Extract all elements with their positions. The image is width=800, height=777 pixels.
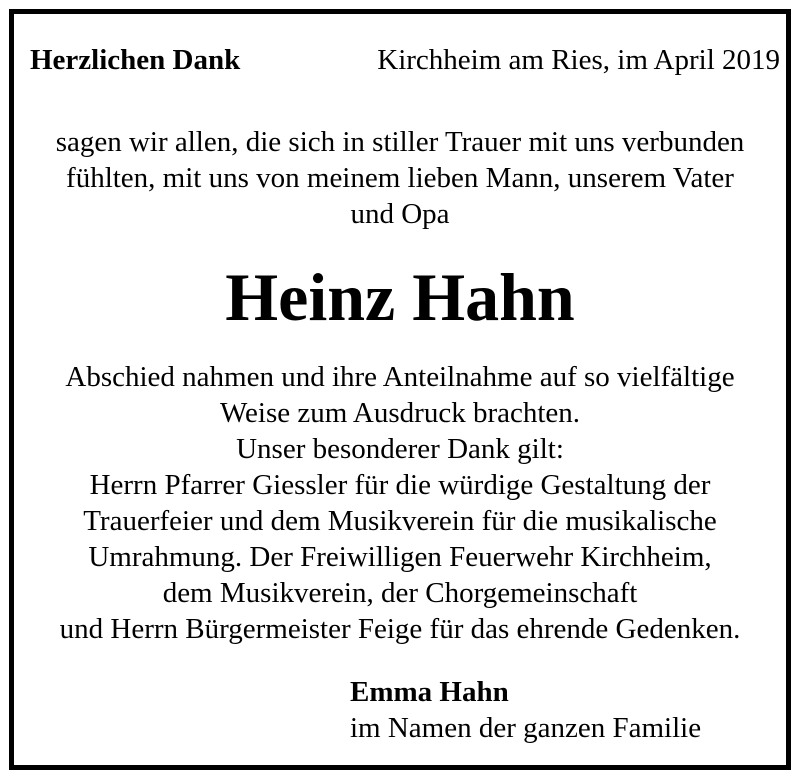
notice-heading: Herzlichen Dank (30, 44, 241, 76)
body-line: Trauerfeier und dem Musikverein für die musikalische (83, 505, 717, 537)
body-line: Weise zum Ausdruck brachten. (219, 397, 581, 429)
intro-line: und Opa (350, 198, 450, 230)
body-line: Umrahmung. Der Freiwilligen Feuerwehr Kirchheim, (88, 541, 712, 573)
signer-name: Emma Hahn (350, 676, 509, 708)
body-line: Unser besonderer Dank gilt: (236, 433, 564, 465)
thanks-paragraph (14, 359, 786, 647)
body-line: und Herrn Bürgermeister Feige für das ehrende Gedenken. (59, 613, 741, 645)
body-line: dem Musikverein, der Chorgemeinschaft (162, 577, 638, 609)
body-line: Abschied nahmen und ihre Anteilnahme auf so vielfältige (65, 361, 735, 393)
signature-block (350, 674, 701, 746)
notice-header (30, 42, 780, 78)
intro-paragraph (14, 124, 786, 232)
signer-role: im Namen der ganzen Familie (350, 712, 702, 744)
place-and-date: Kirchheim am Ries, im April 2019 (377, 44, 780, 76)
deceased-name: Heinz Hahn (225, 259, 575, 335)
obituary-notice (9, 9, 791, 770)
body-line: Herrn Pfarrer Giessler für die würdige Gestaltung der (89, 469, 711, 501)
intro-line: sagen wir allen, die sich in stiller Trauer mit uns verbunden (55, 126, 745, 158)
intro-line: fühlten, mit uns von meinem lieben Mann, unserem Vater (66, 162, 734, 194)
